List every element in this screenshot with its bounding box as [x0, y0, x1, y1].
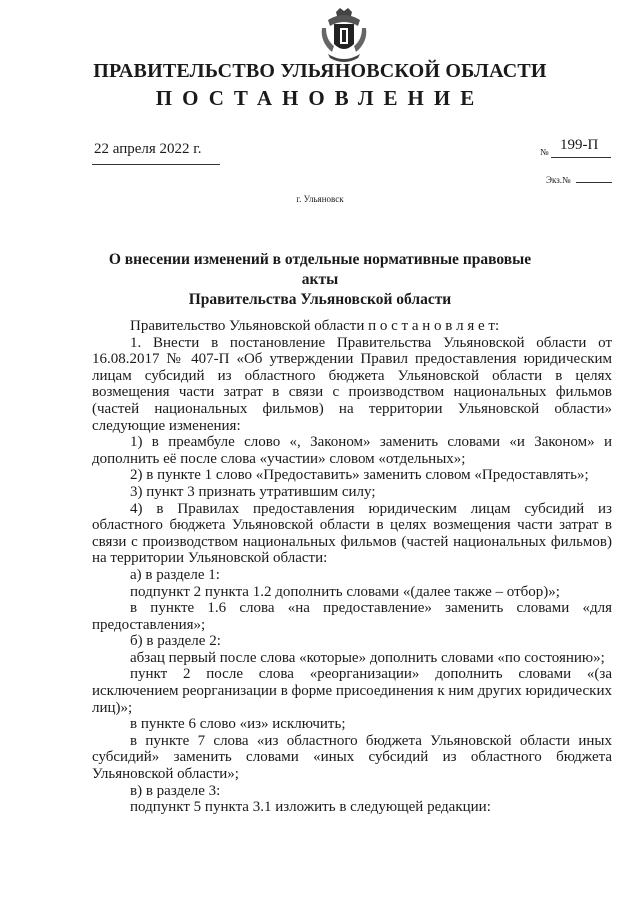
number-underline — [551, 157, 611, 158]
title-line-2: Правительства Ульяновской области — [188, 291, 452, 308]
copy-number-underline — [576, 182, 612, 183]
document-date: 22 апреля 2022 г. — [94, 141, 202, 157]
paragraph: в пункте 1.6 слова «на предоставление» заменить словами «для предоставления»; — [92, 600, 612, 633]
number-label: № — [540, 147, 549, 157]
paragraph: в) в разделе 3: — [130, 782, 221, 799]
paragraph: а) в разделе 1: — [130, 566, 220, 583]
title-line-1: О внесении изменений в отдельные нормативные правовые акты — [108, 251, 532, 288]
paragraph: подпункт 2 пункта 1.2 дополнить словами «(далее также – отбор)»; — [130, 583, 560, 600]
ulyanovsk-coat-of-arms-icon — [318, 6, 370, 64]
paragraph: 4) в Правилах предоставления юридическим лицам субсидий из областного бюджета Ульяновской области в целях возмещения части затрат в связи с производством национальных фильмов (частей национальных фильмов) на территории Ульяновской области: — [92, 500, 612, 567]
paragraph: 2) в пункте 1 слово «Предоставить» заменить словом «Предоставлять»; — [130, 467, 589, 484]
paragraph: Правительство Ульяновской области п о с т а н о в л я е т: — [130, 318, 500, 334]
paragraph: в пункте 6 слово «из» исключить; — [130, 716, 346, 733]
paragraph: подпункт 5 пункта 3.1 изложить в следующей редакции: — [130, 799, 491, 816]
organization-name: ПРАВИТЕЛЬСТВО УЛЬЯНОВСКОЙ ОБЛАСТИ — [93, 60, 547, 82]
date-underline — [92, 164, 220, 165]
paragraph: пункт 2 после слова «реорганизации» дополнить словами «(за исключением реорганизации в форме присоединения к ним других юридических лиц)»; — [92, 666, 612, 716]
paragraph: 1. Внести в постановление Правительства Ульяновской области от 16.08.2017 № 407-П «Об утверждении Правил предоставления юридическим лицам субсидий из областного бюджета Ульяновской области в целях возмещения части затрат в связи с производством национальных фильмов (частей национальных фильмов) на территории Ульяновской области» следующие изменения: — [92, 334, 612, 434]
city-name: г. Ульяновск — [296, 194, 344, 204]
paragraph: б) в разделе 2: — [130, 633, 221, 650]
coat-of-arms-emblem — [318, 6, 370, 64]
paragraph: 1) в преамбуле слово «, Законом» заменить словами «и Законом» и дополнить её после слова «участии» словом «отдельных»; — [92, 434, 612, 467]
copy-number-label: Экз.№ — [546, 175, 571, 185]
document-number: 199-П — [560, 137, 599, 153]
document-type: ПОСТАНОВЛЕНИЕ — [155, 86, 485, 110]
paragraph: в пункте 7 слова «из областного бюджета Ульяновской области иных субсидий» заменить словами «иных субсидий из областного бюджета Ульяновской области»; — [92, 732, 612, 783]
document-body — [92, 318, 612, 816]
paragraph: 3) пункт 3 признать утратившим силу; — [130, 483, 376, 500]
paragraph: абзац первый после слова «которые» дополнить словами «по состоянию»; — [130, 649, 605, 666]
document-title — [90, 250, 550, 310]
